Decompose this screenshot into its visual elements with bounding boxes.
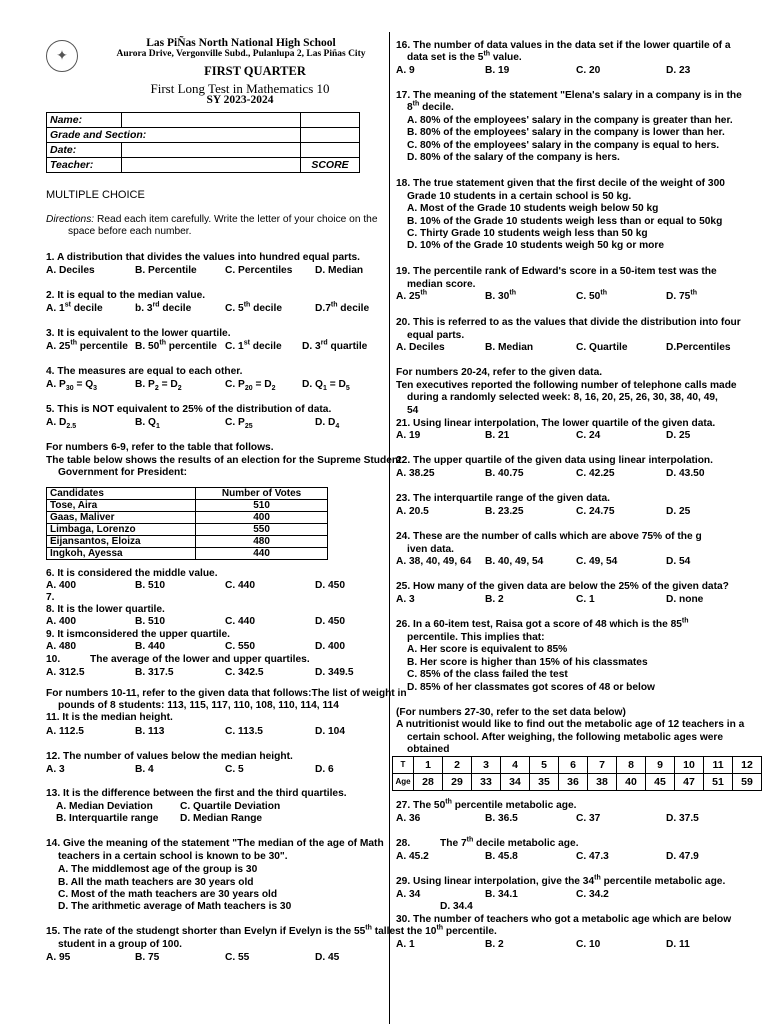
q6-9-intro: For numbers 6-9, refer to the table that follows. — [46, 442, 274, 453]
q29-a: A. 34 — [396, 889, 421, 900]
teacher-number: 9 — [646, 757, 675, 774]
q22-text: 22. The upper quartile of the given data using linear interpolation. — [396, 455, 713, 466]
q23-b: B. 23.25 — [485, 506, 524, 517]
q3-a: A. 25th percentile — [46, 339, 128, 352]
q16-d: D. 23 — [666, 65, 691, 76]
vote-count: 400 — [196, 512, 328, 524]
q26-text-2: percentile. This implies that: — [407, 632, 545, 643]
q1-b: B. Percentile — [135, 265, 197, 276]
votes-header-candidates: Candidates — [47, 488, 196, 500]
q21-a: A. 19 — [396, 430, 421, 441]
q16-a: A. 9 — [396, 65, 415, 76]
q10-a: A. 312.5 — [46, 667, 85, 678]
vote-count: 510 — [196, 500, 328, 512]
q20-b: B. Median — [485, 342, 534, 353]
q13-c: C. Quartile Deviation — [180, 801, 281, 812]
q8-b: B. 510 — [135, 616, 166, 627]
q30-c: C. 10 — [576, 939, 601, 950]
q24-b: B. 40, 49, 54 — [485, 556, 544, 567]
q14-text: 14. Give the meaning of the statement "The median of the age of Math — [46, 838, 384, 849]
q27-30-intro-2: A nutritionist would like to find out the metabolic age of 12 teachers in a — [396, 719, 745, 730]
q10-11-intro: For numbers 10-11, refer to the given data that follows:The list of weight in — [46, 688, 407, 699]
q20-24-intro-3: during a randomly selected week: 8, 16, 20, 25, 26, 30, 38, 40, 49, — [407, 392, 718, 403]
q18-d: D. 10% of the Grade 10 students weigh 50 kg or more — [407, 240, 665, 251]
q23-c: C. 24.75 — [576, 506, 615, 517]
q10-c: C. 342.5 — [225, 667, 264, 678]
q16-text-2: data set is the 5th value. — [407, 50, 522, 63]
q15-text: 15. The rate of the studengt shorter than Evelyn if Evelyn is the 55th tallest — [46, 924, 405, 937]
q27-30-intro-4: obtained — [407, 744, 450, 755]
q4-c: C. $P_{20} = D_2$ — [225, 379, 276, 393]
teacher-number: 10 — [675, 757, 704, 774]
q1-a: A. Deciles — [46, 265, 95, 276]
teacher-field[interactable] — [122, 158, 301, 173]
q27-text: 27. The 50th percentile metabolic age. — [396, 798, 577, 811]
q21-text: 21. Using linear interpolation, The lower quartile of the given data. — [396, 418, 716, 429]
votes-header-number: Number of Votes — [196, 488, 328, 500]
q29-d: D. 34.4 — [440, 901, 473, 912]
teacher-number: 3 — [472, 757, 501, 774]
age-value: 36 — [559, 774, 588, 791]
q30-text: 30. The number of teachers who got a metabolic age which are below — [396, 914, 732, 925]
q2-b: b. 3rd decile — [135, 301, 192, 314]
name-field[interactable] — [122, 113, 301, 128]
q25-b: B. 2 — [485, 594, 504, 605]
teacher-number: 5 — [530, 757, 559, 774]
q27-a: A. 36 — [396, 813, 421, 824]
candidate-name: Limbaga, Lorenzo — [47, 524, 196, 536]
q27-30-intro: (For numbers 27-30, refer to the set data below) — [396, 707, 626, 718]
q22-c: C. 42.25 — [576, 468, 615, 479]
q8-a: A. 400 — [46, 616, 77, 627]
q15-a: A. 95 — [46, 952, 71, 963]
q17-d: D. 80% of the salary of the company is hers. — [407, 152, 620, 163]
q10-d: D. 349.5 — [315, 667, 354, 678]
table-row — [47, 500, 328, 512]
q18-c: C. Thirty Grade 10 students weigh less than 50 kg — [407, 228, 648, 239]
q27-30-intro-3: certain school. After weighing, the following metabolic ages were — [407, 732, 724, 743]
section-title: MULTIPLE CHOICE — [46, 189, 145, 201]
grade-section-label: Grade and Section: — [47, 128, 301, 143]
q14-a: A. The middlemost age of the group is 30 — [58, 864, 258, 875]
q15-b: B. 75 — [135, 952, 160, 963]
q30-text-2: the 10th percentile. — [407, 924, 497, 937]
q8-c: C. 440 — [225, 616, 256, 627]
q20-24-intro: For numbers 20-24, refer to the given data. — [396, 367, 603, 378]
q9-c: C. 550 — [225, 641, 256, 652]
q3-b: B. 50th percentile — [135, 339, 217, 352]
q13-d: D. Median Range — [180, 813, 263, 824]
q12-text: 12. The number of values below the median height. — [46, 751, 293, 762]
q17-c: C. 80% of the employees' salary in the company is equal to hers. — [407, 140, 720, 151]
q5-b: B. $Q_1$ — [135, 417, 160, 431]
school-name: Las PiÑas North National High School — [146, 37, 336, 49]
quarter-title: FIRST QUARTER — [204, 64, 306, 78]
q9-text: 9. It ismconsidered the upper quartile. — [46, 629, 230, 640]
q26-c: C. 85% of the class failed the test — [407, 669, 568, 680]
teacher-number: 1 — [414, 757, 443, 774]
q16-c: C. 20 — [576, 65, 601, 76]
teacher-number: 2 — [443, 757, 472, 774]
q26-b: B. Her score is higher than 15% of his classmates — [407, 657, 648, 668]
q29-c: C. 34.2 — [576, 889, 609, 900]
q10-b: B. 317.5 — [135, 667, 174, 678]
q16-b: B. 19 — [485, 65, 510, 76]
q12-d: D. 6 — [315, 764, 334, 775]
q13-a: A. Median Deviation — [56, 801, 153, 812]
q19-a: A. 25th — [396, 289, 427, 302]
q11-b: B. 113 — [135, 726, 165, 737]
q11-d: D. 104 — [315, 726, 346, 737]
date-label: Date: — [47, 143, 122, 158]
age-value: 35 — [530, 774, 559, 791]
q5-d: D. $D_4$ — [315, 417, 340, 431]
q28-a: A. 45.2 — [396, 851, 429, 862]
q4-b: B. $P_2 = D_2$ — [135, 379, 182, 393]
q25-c: C. 1 — [576, 594, 595, 605]
q30-d: D. 11 — [666, 939, 690, 950]
q4-d: D. $Q_1 = D_5$ — [302, 379, 350, 393]
q24-text-2: iven data. — [407, 544, 454, 555]
q13-b: B. Interquartile range — [56, 813, 159, 824]
q23-text: 23. The interquartile range of the given data. — [396, 493, 610, 504]
q6-c: C. 440 — [225, 580, 256, 591]
q14-d: D. The arithmetic average of Math teachers is 30 — [58, 901, 292, 912]
name-label: Name: — [47, 113, 122, 128]
q29-text-end: percentile metabolic age. — [600, 876, 726, 887]
q25-a: A. 3 — [396, 594, 415, 605]
score-box-mid2 — [301, 143, 360, 158]
directions-text: Read each item carefully. Write the letter of your choice on the — [97, 214, 378, 225]
column-divider — [389, 32, 390, 1024]
school-seal — [46, 40, 78, 72]
q20-24-intro-4: 54 — [407, 405, 419, 416]
age-value: 59 — [733, 774, 762, 791]
q17-text: 17. The meaning of the statement "Elena's salary in a company is in the — [396, 90, 742, 101]
q26-text: 26. In a 60-item test, Raisa got a score of 48 which is the 85th — [396, 617, 689, 630]
q6-b: B. 510 — [135, 580, 166, 591]
school-address: Aurora Drive, Vergonville Subd., Pulanlupa 2, Las Piñas City — [116, 49, 366, 59]
q19-c: C. 50th — [576, 289, 607, 302]
q27-d: D. 37.5 — [666, 813, 699, 824]
q12-b: B. 4 — [135, 764, 154, 775]
q26-d: D. 85% of her classmates got scores of 48 or below — [407, 682, 655, 693]
student-info-table — [46, 112, 360, 173]
age-value: 33 — [472, 774, 501, 791]
q2-text: 2. It is equal to the median value. — [46, 290, 206, 301]
age-value: 40 — [617, 774, 646, 791]
q22-d: D. 43.50 — [666, 468, 705, 479]
q8-text: 8. It is the lower quartile. — [46, 604, 165, 615]
table-row — [47, 524, 328, 536]
q14-b: B. All the math teachers are 30 years old — [58, 877, 254, 888]
candidate-name: Eijansantos, Eloiza — [47, 536, 196, 548]
table-row — [47, 548, 328, 560]
q3-text: 3. It is equivalent to the lower quartile. — [46, 328, 231, 339]
q6-text: 6. It is considered the middle value. — [46, 568, 218, 579]
q20-d: D.Percentiles — [666, 342, 731, 353]
q20-a: A. Deciles — [396, 342, 445, 353]
teacher-number: 6 — [559, 757, 588, 774]
school-seal-icon: ✦ — [56, 48, 68, 64]
q21-c: C. 24 — [576, 430, 601, 441]
q8-d: D. 450 — [315, 616, 346, 627]
q5-c: C. $P_{25}$ — [225, 417, 253, 431]
q19-text: 19. The percentile rank of Edward's score in a 50-item test was the — [396, 266, 717, 277]
q11-a: A. 112.5 — [46, 726, 84, 737]
age-value: 38 — [588, 774, 617, 791]
q6-a: A. 400 — [46, 580, 77, 591]
q10-11-intro-2: pounds of 8 students: 113, 115, 117, 110, 108, 110, 114, 114 — [58, 700, 339, 711]
q26-a: A. Her score is equivalent to 85% — [407, 644, 568, 655]
q20-c: C. Quartile — [576, 342, 628, 353]
q15-text-2: student in a group of 100. — [58, 939, 182, 950]
q17-b: B. 80% of the employees' salary in the company is lower than her. — [407, 127, 725, 138]
q10-text: The average of the lower and upper quartiles. — [90, 654, 310, 665]
q9-b: B. 440 — [135, 641, 166, 652]
q29-text-main: 29. Using linear interpolation, give the 34 — [396, 876, 595, 887]
q18-text: 18. The true statement given that the first decile of the weight of 300 — [396, 178, 725, 189]
q26-text-main: 26. In a 60-item test, Raisa got a score of 48 which is the 85 — [396, 619, 682, 630]
q21-b: B. 21 — [485, 430, 510, 441]
q28-text-end: decile metabolic age. — [473, 838, 579, 849]
q27-text-main: 27. The 50 — [396, 800, 446, 811]
q21-d: D. 25 — [666, 430, 691, 441]
q19-d: D. 75th — [666, 289, 697, 302]
score-box-mid — [301, 128, 360, 143]
q28-c: C. 47.3 — [576, 851, 609, 862]
q2-d: D.7th decile — [315, 301, 370, 314]
q22-a: A. 38.25 — [396, 468, 435, 479]
teacher-number: 12 — [733, 757, 762, 774]
table-row — [47, 536, 328, 548]
q20-text: 20. This is referred to as the values that divide the distribution into four — [396, 317, 741, 328]
school-header — [96, 37, 386, 60]
q28-b: B. 45.8 — [485, 851, 518, 862]
q11-c: C. 113.5 — [225, 726, 263, 737]
vote-count: 550 — [196, 524, 328, 536]
q1-c: C. Percentiles — [225, 265, 293, 276]
q23-a: A. 20.5 — [396, 506, 429, 517]
vote-count: 480 — [196, 536, 328, 548]
q9-a: A. 480 — [46, 641, 77, 652]
teacher-number: 8 — [617, 757, 646, 774]
q23-d: D. 25 — [666, 506, 691, 517]
q19-b: B. 30th — [485, 289, 516, 302]
q24-text: 24. These are the number of calls which are above 75% of the g — [396, 531, 702, 542]
votes-table — [46, 487, 328, 560]
metabolic-ages-table — [392, 756, 762, 791]
table-row — [47, 512, 328, 524]
q25-text: 25. How many of the given data are below the 25% of the given data? — [396, 581, 729, 592]
teacher-number: 4 — [501, 757, 530, 774]
q29-b: B. 34.1 — [485, 889, 518, 900]
q4-a: A. $P_{30} = Q_3$ — [46, 379, 98, 393]
q25-d: D. none — [666, 594, 704, 605]
q17-a: A. 80% of the employees' salary in the company is greater than her. — [407, 115, 733, 126]
q30-text-2-end: percentile. — [443, 926, 497, 937]
q28-text: The 7th decile metabolic age. — [440, 836, 579, 849]
q6-d: D. 450 — [315, 580, 346, 591]
q14-c: C. Most of the math teachers are 30 years old — [58, 889, 278, 900]
teacher-number: 7 — [588, 757, 617, 774]
q9-d: D. 400 — [315, 641, 346, 652]
q17-text-2: 8th decile. — [407, 100, 454, 113]
q27-text-end: percentile metabolic age. — [451, 800, 577, 811]
q2-c: C. 5th decile — [225, 301, 283, 314]
q13-text: 13. It is the difference between the first and the third quartiles. — [46, 788, 347, 799]
age-value: 47 — [675, 774, 704, 791]
q7-text: 7. — [46, 592, 55, 603]
teacher-number: 11 — [704, 757, 733, 774]
q6-9-table-intro-2: Government for President: — [58, 467, 188, 478]
teacher-number-row — [393, 757, 762, 774]
age-row-label: Age — [393, 774, 414, 791]
q28-text-main: The 7 — [440, 838, 467, 849]
age-row — [393, 774, 762, 791]
score-label: SCORE — [301, 158, 360, 173]
q30-a: A. 1 — [396, 939, 415, 950]
q18-text-2: Grade 10 students in a certain school is 50 kg. — [407, 191, 632, 202]
q11-text: 11. It is the median height. — [46, 712, 173, 723]
directions-label: Directions: — [46, 214, 95, 225]
candidate-name: Ingkoh, Ayessa — [47, 548, 196, 560]
q27-b: B. 36.5 — [485, 813, 518, 824]
q24-a: A. 38, 40, 49, 64 — [396, 556, 472, 567]
q3-c: C. 1st decile — [225, 339, 282, 352]
q10-num: 10. — [46, 654, 61, 665]
score-box-top — [301, 113, 360, 128]
q14-text-2: teachers in a certain school is known to be 30". — [58, 851, 288, 862]
q15-d: D. 45 — [315, 952, 340, 963]
vote-count: 440 — [196, 548, 328, 560]
q15-c: C. 55 — [225, 952, 250, 963]
q30-text-2-main: the 10 — [407, 926, 437, 937]
votes-table-header — [47, 488, 328, 500]
teacher-row-label: T — [393, 757, 414, 774]
q2-a: A. 1st decile — [46, 301, 103, 314]
q18-b: B. 10% of the Grade 10 students weigh less than or equal to 50kg — [407, 216, 723, 227]
q24-c: C. 49, 54 — [576, 556, 618, 567]
q6-9-table-intro: The table below shows the results of an election for the Supreme Student — [46, 455, 402, 466]
age-value: 29 — [443, 774, 472, 791]
q20-text-2: equal parts. — [407, 330, 465, 341]
teacher-label: Teacher: — [47, 158, 122, 173]
age-value: 51 — [704, 774, 733, 791]
directions-text-2: space before each number. — [68, 226, 192, 237]
q5-a: A. $D_{2.5}$ — [46, 417, 77, 431]
q18-a: A. Most of the Grade 10 students weigh below 50 kg — [407, 203, 659, 214]
q28-d: D. 47.9 — [666, 851, 699, 862]
q1-text: 1. A distribution that divides the values into hundred equal parts. — [46, 252, 360, 263]
age-value: 45 — [646, 774, 675, 791]
candidate-name: Gaas, Maliver — [47, 512, 196, 524]
test-title: First Long Test in Mathematics 10 — [150, 81, 330, 96]
q30-b: B. 2 — [485, 939, 504, 950]
q22-b: B. 40.75 — [485, 468, 524, 479]
age-value: 28 — [414, 774, 443, 791]
q27-c: C. 37 — [576, 813, 601, 824]
q19-text-2: median score. — [407, 279, 476, 290]
q24-d: D. 54 — [666, 556, 691, 567]
q5-text: 5. This is NOT equivalent to 25% of the distribution of data. — [46, 404, 332, 415]
age-value: 34 — [501, 774, 530, 791]
q3-d: D. 3rd quartile — [302, 339, 368, 352]
q20-24-intro-2: Ten executives reported the following number of telephone calls made — [396, 380, 737, 391]
q28-num: 28. — [396, 838, 411, 849]
q12-c: C. 5 — [225, 764, 244, 775]
date-field[interactable] — [122, 143, 301, 158]
q12-a: A. 3 — [46, 764, 65, 775]
q29-text: 29. Using linear interpolation, give the 34th percentile metabolic age. — [396, 874, 726, 887]
q4-text: 4. The measures are equal to each other. — [46, 366, 243, 377]
candidate-name: Tose, Aira — [47, 500, 196, 512]
q1-d: D. Median — [315, 265, 364, 276]
school-year: SY 2023-2024 — [206, 94, 274, 106]
q16-text: 16. The number of data values in the data set if the lower quartile of a — [396, 40, 731, 51]
